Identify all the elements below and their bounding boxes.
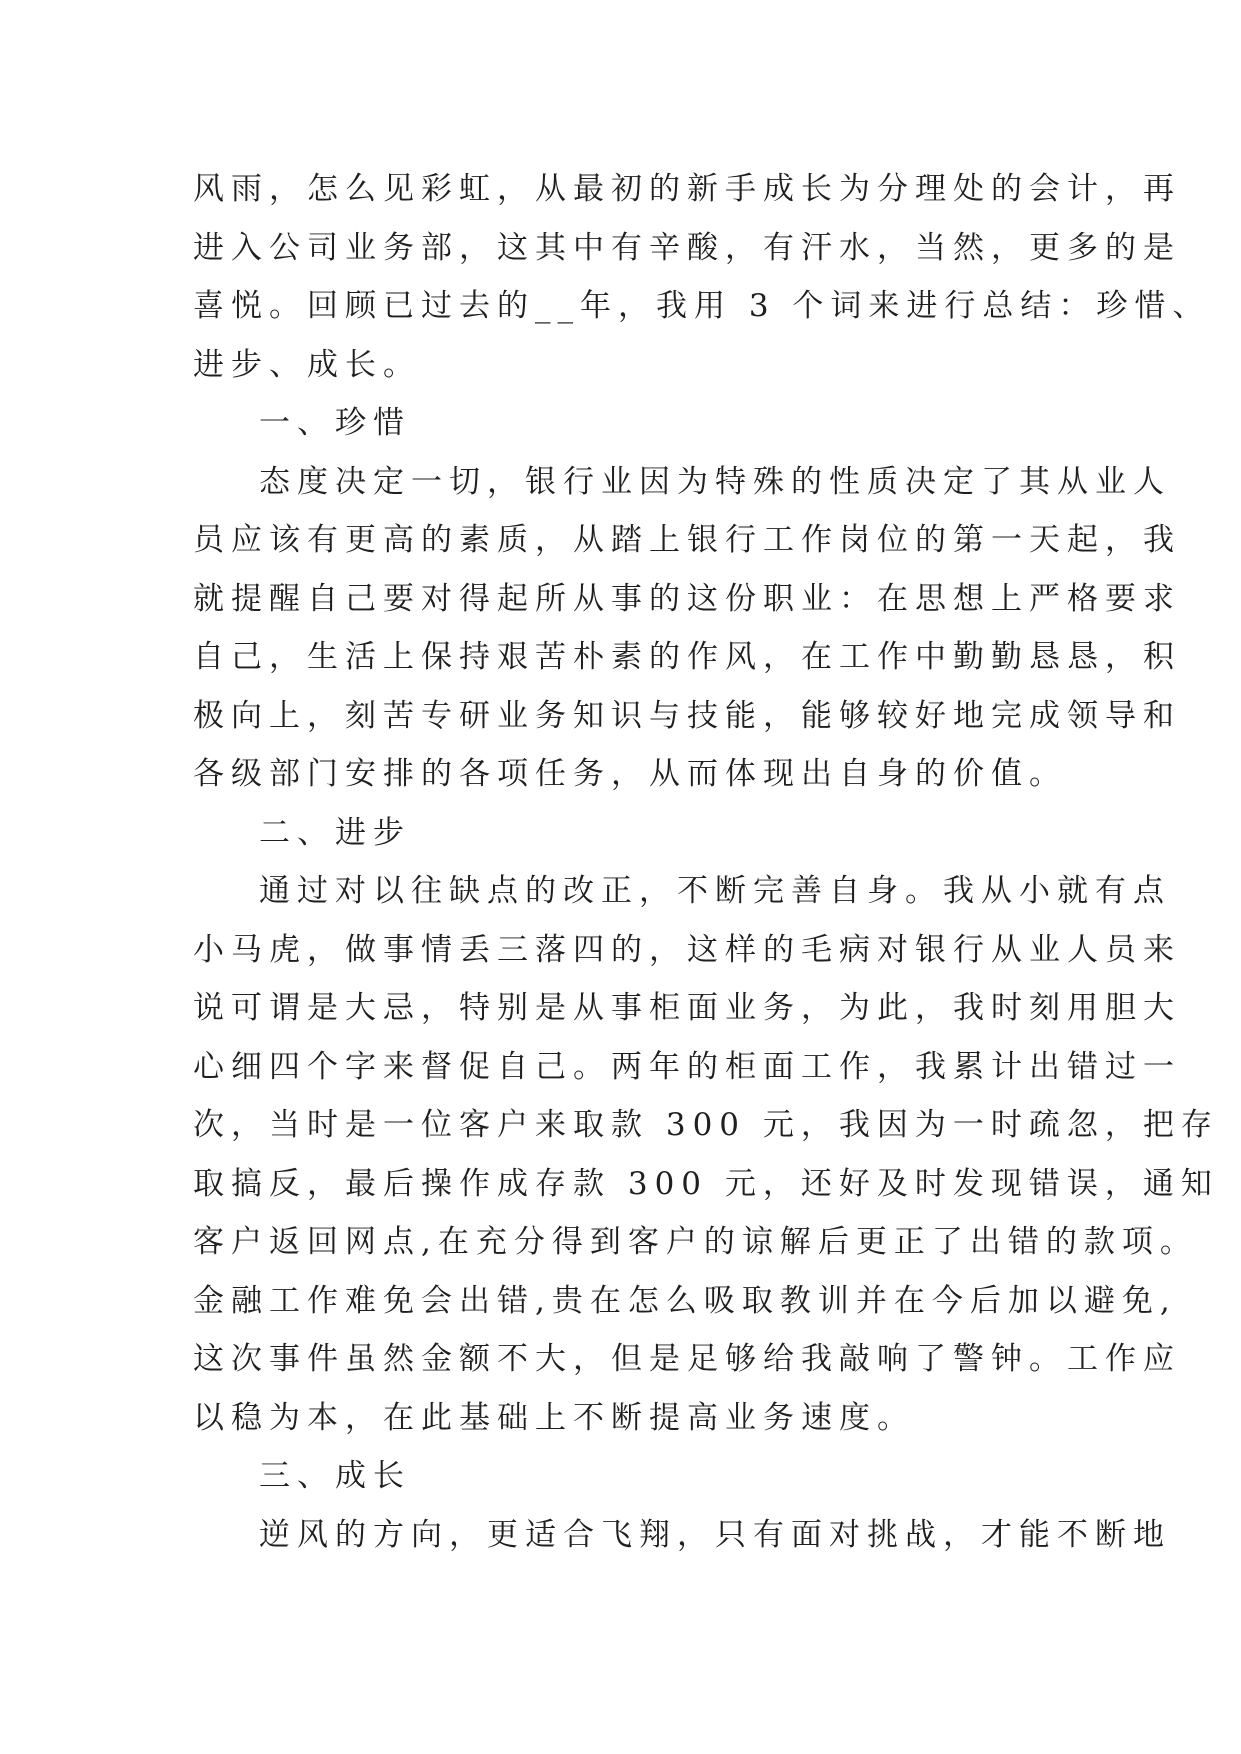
paragraph-line: 这次事件虽然金额不大，但是足够给我敲响了警钟。工作应 (193, 1341, 1181, 1377)
paragraph-line: 金融工作难免会出错,贵在怎么吸取教训并在今后加以避免, (193, 1282, 1177, 1319)
section-heading-2: 二、进步 (259, 814, 411, 851)
paragraph-line: 风雨，怎么见彩虹，从最初的新手成长为分理处的会计，再 (193, 171, 1181, 207)
paragraph-line: 心细四个字来督促自己。两年的柜面工作，我累计出错过一 (193, 1048, 1181, 1085)
section-heading-3: 三、成长 (259, 1458, 411, 1494)
paragraph-line: 态度决定一切，银行业因为特殊的性质决定了其从业人 (259, 463, 1171, 500)
paragraph-line: 自己，生活上保持艰苦朴素的作风，在工作中勤勤恳恳，积 (193, 639, 1181, 675)
paragraph-line: 客户返回网点,在充分得到客户的谅解后更正了出错的款项。 (193, 1224, 1198, 1260)
paragraph-line: 小马虎，做事情丢三落四的，这样的毛病对银行从业人员来 (193, 931, 1181, 968)
paragraph-line: 喜悦。回顾已过去的__年，我用 3 个词来进行总结：珍惜、 (193, 288, 1211, 324)
paragraph-line: 极向上，刻苦专研业务知识与技能，能够较好地完成领导和 (193, 697, 1181, 734)
paragraph-line: 通过对以往缺点的改正，不断完善自身。我从小就有点 (259, 873, 1171, 909)
paragraph-line: 取搞反，最后操作成存款 300 元，还好及时发现错误，通知 (193, 1165, 1219, 1202)
paragraph-line: 各级部门安排的各项任务，从而体现出自身的价值。 (193, 756, 1067, 792)
paragraph-line: 说可谓是大忌，特别是从事柜面业务，为此，我时刻用胆大 (193, 990, 1181, 1026)
paragraph-line: 进步、成长。 (193, 346, 421, 383)
paragraph-line: 员应该有更高的素质，从踏上银行工作岗位的第一天起，我 (193, 522, 1181, 558)
paragraph-line: 逆风的方向，更适合飞翔，只有面对挑战，才能不断地 (259, 1516, 1171, 1553)
paragraph-line: 就提醒自己要对得起所从事的这份职业：在思想上严格要求 (193, 580, 1181, 617)
paragraph-line: 进入公司业务部，这其中有辛酸，有汗水，当然，更多的是 (193, 229, 1181, 266)
section-heading-1: 一、珍惜 (259, 405, 411, 441)
document-body (193, 160, 1219, 1564)
paragraph-line: 以稳为本，在此基础上不断提高业务速度。 (193, 1399, 915, 1436)
paragraph-line: 次，当时是一位客户来取款 300 元，我因为一时疏忽，把存 (193, 1107, 1219, 1143)
